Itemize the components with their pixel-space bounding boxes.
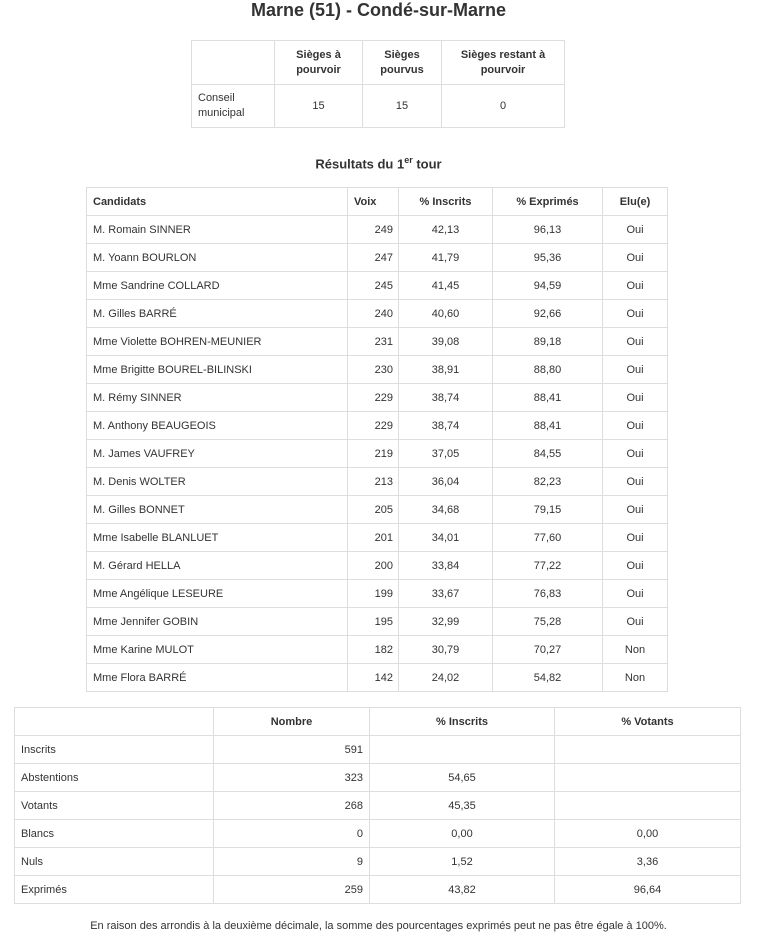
candidate-name: Mme Angélique LESEURE xyxy=(87,580,348,608)
totals-pct-inscrits xyxy=(370,736,555,764)
candidate-elu: Non xyxy=(603,664,668,692)
candidate-elu: Oui xyxy=(603,272,668,300)
candidate-name: M. Yoann BOURLON xyxy=(87,244,348,272)
candidate-voix: 201 xyxy=(348,524,399,552)
candidate-name: Mme Karine MULOT xyxy=(87,636,348,664)
candidate-voix: 182 xyxy=(348,636,399,664)
candidate-voix: 231 xyxy=(348,328,399,356)
results-table xyxy=(86,187,668,692)
candidate-pct-exprimes: 82,23 xyxy=(493,468,603,496)
table-row xyxy=(15,736,741,764)
table-row xyxy=(87,300,668,328)
subtitle-suffix: tour xyxy=(412,156,442,172)
totals-body xyxy=(15,736,741,904)
candidate-voix: 245 xyxy=(348,272,399,300)
totals-label: Inscrits xyxy=(15,736,214,764)
candidate-pct-inscrits: 38,74 xyxy=(399,384,493,412)
totals-nombre: 268 xyxy=(214,792,370,820)
candidate-pct-inscrits: 37,05 xyxy=(399,440,493,468)
candidate-voix: 229 xyxy=(348,384,399,412)
candidate-pct-exprimes: 54,82 xyxy=(493,664,603,692)
seats-pourvus-value: 15 xyxy=(363,85,442,128)
candidate-elu: Oui xyxy=(603,496,668,524)
results-header-row xyxy=(87,188,668,216)
candidate-pct-exprimes: 77,22 xyxy=(493,552,603,580)
candidate-pct-inscrits: 38,74 xyxy=(399,412,493,440)
table-row xyxy=(87,496,668,524)
table-row xyxy=(87,384,668,412)
candidate-pct-exprimes: 96,13 xyxy=(493,216,603,244)
seats-header-pourvus: Sièges pourvus xyxy=(363,41,442,85)
candidate-voix: 249 xyxy=(348,216,399,244)
candidate-voix: 219 xyxy=(348,440,399,468)
results-header-elu: Elu(e) xyxy=(603,188,668,216)
candidate-pct-exprimes: 84,55 xyxy=(493,440,603,468)
results-header-inscrits: % Inscrits xyxy=(399,188,493,216)
candidate-elu: Oui xyxy=(603,328,668,356)
candidate-pct-exprimes: 76,83 xyxy=(493,580,603,608)
table-row xyxy=(87,356,668,384)
totals-label: Votants xyxy=(15,792,214,820)
totals-table xyxy=(14,707,741,904)
table-row xyxy=(15,848,741,876)
table-row xyxy=(15,876,741,904)
results-header-exprimes: % Exprimés xyxy=(493,188,603,216)
totals-nombre: 0 xyxy=(214,820,370,848)
results-header-candidats: Candidats xyxy=(87,188,348,216)
candidate-pct-inscrits: 32,99 xyxy=(399,608,493,636)
totals-header-row xyxy=(15,708,741,736)
table-row xyxy=(87,468,668,496)
candidate-voix: 205 xyxy=(348,496,399,524)
candidate-pct-exprimes: 70,27 xyxy=(493,636,603,664)
totals-nombre: 591 xyxy=(214,736,370,764)
table-row xyxy=(15,820,741,848)
totals-pct-votants: 0,00 xyxy=(555,820,741,848)
totals-header-votants: % Votants xyxy=(555,708,741,736)
candidate-voix: 200 xyxy=(348,552,399,580)
totals-label: Blancs xyxy=(15,820,214,848)
candidate-pct-exprimes: 88,80 xyxy=(493,356,603,384)
candidate-pct-exprimes: 77,60 xyxy=(493,524,603,552)
candidate-voix: 199 xyxy=(348,580,399,608)
page-title: Marne (51) - Condé-sur-Marne xyxy=(250,0,507,20)
candidate-voix: 229 xyxy=(348,412,399,440)
candidate-elu: Oui xyxy=(603,300,668,328)
candidate-name: Mme Isabelle BLANLUET xyxy=(87,524,348,552)
candidate-pct-inscrits: 41,79 xyxy=(399,244,493,272)
candidate-name: M. Gilles BARRÉ xyxy=(87,300,348,328)
candidate-name: M. Anthony BEAUGEOIS xyxy=(87,412,348,440)
candidate-pct-inscrits: 42,13 xyxy=(399,216,493,244)
totals-pct-votants: 3,36 xyxy=(555,848,741,876)
candidate-elu: Oui xyxy=(603,468,668,496)
candidate-pct-exprimes: 88,41 xyxy=(493,412,603,440)
candidate-pct-inscrits: 34,01 xyxy=(399,524,493,552)
candidate-elu: Oui xyxy=(603,412,668,440)
candidate-elu: Oui xyxy=(603,384,668,412)
table-row xyxy=(15,764,741,792)
candidate-voix: 247 xyxy=(348,244,399,272)
candidate-pct-inscrits: 33,84 xyxy=(399,552,493,580)
candidate-pct-exprimes: 89,18 xyxy=(493,328,603,356)
candidate-elu: Oui xyxy=(603,216,668,244)
table-row xyxy=(87,244,668,272)
totals-header-nombre: Nombre xyxy=(214,708,370,736)
seats-row xyxy=(192,85,565,128)
table-row xyxy=(87,524,668,552)
candidate-pct-exprimes: 94,59 xyxy=(493,272,603,300)
totals-pct-votants: 96,64 xyxy=(555,876,741,904)
seats-table xyxy=(191,40,565,128)
candidate-pct-exprimes: 79,15 xyxy=(493,496,603,524)
totals-pct-votants xyxy=(555,792,741,820)
candidate-voix: 142 xyxy=(348,664,399,692)
candidate-elu: Oui xyxy=(603,440,668,468)
table-row xyxy=(87,580,668,608)
candidate-pct-inscrits: 36,04 xyxy=(399,468,493,496)
candidate-elu: Oui xyxy=(603,524,668,552)
results-header-voix: Voix xyxy=(348,188,399,216)
table-row xyxy=(87,440,668,468)
table-row xyxy=(87,412,668,440)
subtitle-sup: er xyxy=(404,155,413,165)
totals-pct-votants xyxy=(555,736,741,764)
totals-pct-votants xyxy=(555,764,741,792)
candidate-voix: 230 xyxy=(348,356,399,384)
candidate-elu: Oui xyxy=(603,552,668,580)
candidate-name: Mme Sandrine COLLARD xyxy=(87,272,348,300)
totals-pct-inscrits: 45,35 xyxy=(370,792,555,820)
candidate-pct-inscrits: 30,79 xyxy=(399,636,493,664)
candidate-pct-exprimes: 92,66 xyxy=(493,300,603,328)
seats-header-a-pourvoir: Sièges à pourvoir xyxy=(275,41,363,85)
candidate-pct-inscrits: 33,67 xyxy=(399,580,493,608)
totals-pct-inscrits: 1,52 xyxy=(370,848,555,876)
candidate-pct-inscrits: 38,91 xyxy=(399,356,493,384)
totals-nombre: 323 xyxy=(214,764,370,792)
seats-header-row xyxy=(192,41,565,85)
seats-header-restant: Sièges restant à pourvoir xyxy=(442,41,565,85)
candidate-elu: Non xyxy=(603,636,668,664)
candidate-name: Mme Flora BARRÉ xyxy=(87,664,348,692)
candidate-elu: Oui xyxy=(603,356,668,384)
table-row xyxy=(87,328,668,356)
seats-a-pourvoir-value: 15 xyxy=(275,85,363,128)
results-body xyxy=(87,216,668,692)
seats-row-label: Conseil municipal xyxy=(192,85,275,128)
totals-label: Nuls xyxy=(15,848,214,876)
table-row xyxy=(87,552,668,580)
totals-nombre: 259 xyxy=(214,876,370,904)
candidate-elu: Oui xyxy=(603,580,668,608)
candidate-pct-inscrits: 24,02 xyxy=(399,664,493,692)
totals-pct-inscrits: 54,65 xyxy=(370,764,555,792)
candidate-voix: 240 xyxy=(348,300,399,328)
rounding-note: En raison des arrondis à la deuxième décimale, la somme des pourcentages exprimés peut ne pas être égale à 100%. xyxy=(90,920,667,932)
totals-label: Exprimés xyxy=(15,876,214,904)
candidate-elu: Oui xyxy=(603,244,668,272)
candidate-name: M. Romain SINNER xyxy=(87,216,348,244)
candidate-pct-exprimes: 95,36 xyxy=(493,244,603,272)
table-row xyxy=(87,636,668,664)
totals-pct-inscrits: 43,82 xyxy=(370,876,555,904)
candidate-pct-inscrits: 41,45 xyxy=(399,272,493,300)
candidate-voix: 213 xyxy=(348,468,399,496)
candidate-pct-exprimes: 75,28 xyxy=(493,608,603,636)
candidate-voix: 195 xyxy=(348,608,399,636)
candidate-name: Mme Brigitte BOUREL-BILINSKI xyxy=(87,356,348,384)
candidate-pct-inscrits: 39,08 xyxy=(399,328,493,356)
totals-pct-inscrits: 0,00 xyxy=(370,820,555,848)
candidate-elu: Oui xyxy=(603,608,668,636)
candidate-pct-exprimes: 88,41 xyxy=(493,384,603,412)
totals-label: Abstentions xyxy=(15,764,214,792)
totals-nombre: 9 xyxy=(214,848,370,876)
candidate-name: M. James VAUFREY xyxy=(87,440,348,468)
candidate-name: Mme Jennifer GOBIN xyxy=(87,608,348,636)
candidate-pct-inscrits: 34,68 xyxy=(399,496,493,524)
candidate-name: M. Rémy SINNER xyxy=(87,384,348,412)
candidate-pct-inscrits: 40,60 xyxy=(399,300,493,328)
table-row xyxy=(15,792,741,820)
candidate-name: M. Denis WOLTER xyxy=(87,468,348,496)
table-row xyxy=(87,272,668,300)
totals-header-inscrits: % Inscrits xyxy=(370,708,555,736)
seats-header-empty xyxy=(192,41,275,85)
candidate-name: Mme Violette BOHREN-MEUNIER xyxy=(87,328,348,356)
totals-header-empty xyxy=(15,708,214,736)
candidate-name: M. Gilles BONNET xyxy=(87,496,348,524)
candidate-name: M. Gérard HELLA xyxy=(87,552,348,580)
results-subtitle xyxy=(0,155,757,171)
table-row xyxy=(87,664,668,692)
table-row xyxy=(87,216,668,244)
table-row xyxy=(87,608,668,636)
subtitle-prefix: Résultats du 1 xyxy=(315,156,405,172)
seats-restant-value: 0 xyxy=(442,85,565,128)
